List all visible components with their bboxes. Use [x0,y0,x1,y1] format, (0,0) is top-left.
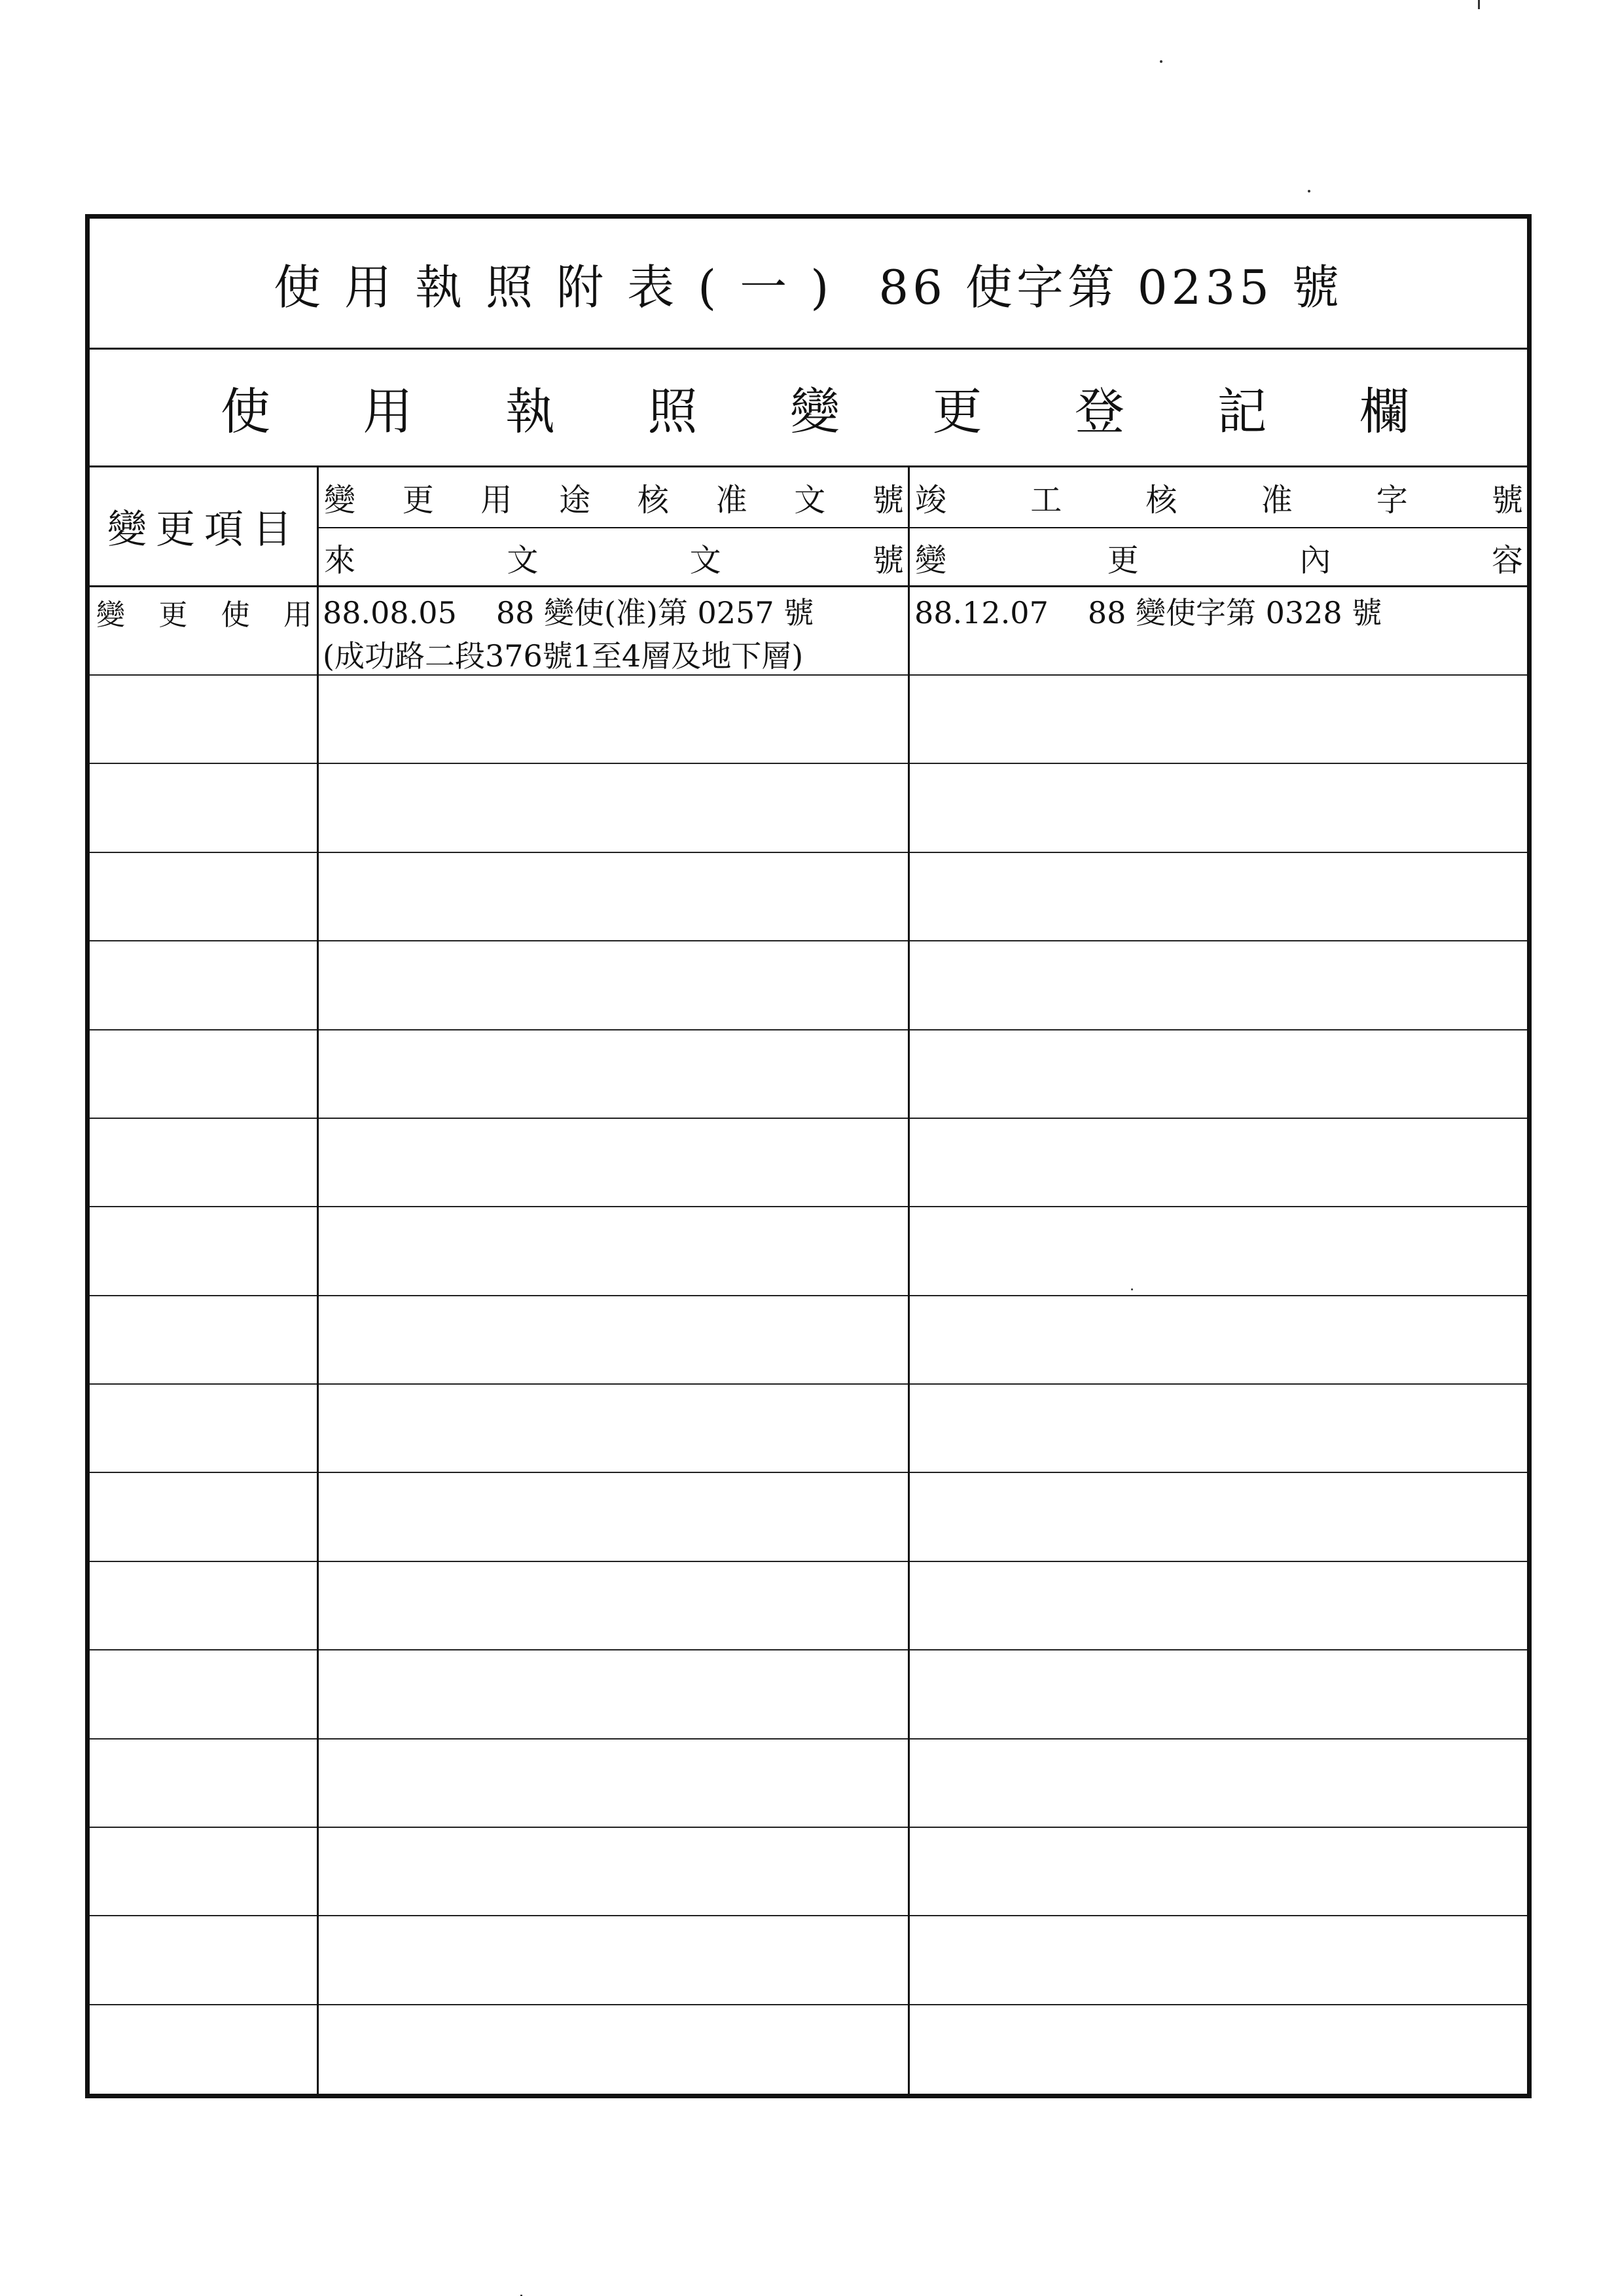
header-char: 號 [872,482,904,519]
header-char: 號 [1491,482,1523,519]
table-row [90,764,1527,852]
header-char: 文 [689,542,721,579]
header-incoming-doc-no [319,528,908,587]
table-row [90,1119,1527,1207]
column-divider [317,587,319,2094]
column-divider [908,587,910,2094]
form-title-main: 使用執照附表(一) [274,259,853,315]
header-char: 竣 [915,482,947,519]
header-approval-doc-no [319,467,908,527]
scan-speck [1308,190,1310,192]
table-row [90,853,1527,941]
section-title-char: 記 [1217,382,1267,441]
row-completion-info [914,591,1530,634]
table-header [90,467,1527,587]
header-char: 更 [402,482,434,519]
header-char: 字 [1376,482,1408,519]
table-row [90,1650,1527,1739]
table-row [90,1740,1527,1828]
header-char: 文 [794,482,826,519]
section-title-char: 欄 [1359,382,1409,441]
scan-mark [1478,0,1480,9]
approval-date: 88.08.05 [323,595,457,630]
section-title-char: 變 [790,382,840,441]
header-char: 內 [1299,542,1331,579]
header-change-item: 變更項目 [107,507,301,553]
scan-speck [1160,60,1162,63]
form-title [90,219,1527,350]
table-row [90,1296,1527,1385]
row-item-char: 變 [96,598,125,632]
section-title-char: 照 [647,382,698,441]
header-char: 准 [1261,482,1293,519]
header-char: 核 [1145,482,1178,519]
header-char: 容 [1491,542,1523,579]
header-char: 文 [507,542,539,579]
table-row [90,1562,1527,1650]
table-row [90,1385,1527,1473]
table-row [90,1030,1527,1119]
table-row [90,587,1527,676]
header-char: 用 [480,482,512,519]
row-item-char: 更 [158,598,188,632]
header-char: 途 [559,482,591,519]
license-number: 86 使字第 0235 號 [878,259,1343,315]
table-row [90,676,1527,764]
section-title [90,350,1527,467]
header-char: 工 [1030,482,1062,519]
header-char: 准 [715,482,747,519]
section-title-char: 使 [221,382,270,441]
header-char: 核 [637,482,669,519]
approval-address-note: (成功路二段376號1至4層及地下層) [323,638,804,674]
row-item-char: 用 [283,598,312,632]
section-title-char: 執 [505,382,555,441]
table-row [90,1473,1527,1561]
row-item [90,587,319,633]
table-row [90,1828,1527,1916]
approval-number: 88 變使(准)第 0257 號 [495,595,814,630]
section-title-char: 登 [1075,382,1124,441]
table-row [90,941,1527,1030]
header-char: 變 [324,482,356,519]
section-title-char: 用 [363,382,413,441]
table-row [90,2005,1527,2094]
header-char: 變 [915,542,947,579]
scan-speck [1131,1288,1133,1290]
table-row [90,1916,1527,2005]
completion-number: 88 變使字第 0328 號 [1087,595,1382,630]
header-char: 來 [324,542,356,579]
header-change-content [910,528,1527,587]
table-row [90,1207,1527,1296]
row-item-char: 使 [221,598,250,632]
table-body [90,587,1527,2094]
header-completion-no [910,467,1527,527]
completion-date: 88.12.07 [914,595,1049,630]
section-title-char: 更 [932,382,982,441]
license-form-frame [85,214,1532,2098]
header-char: 號 [872,542,904,579]
row-approval-info [323,591,912,678]
header-char: 更 [1107,542,1139,579]
